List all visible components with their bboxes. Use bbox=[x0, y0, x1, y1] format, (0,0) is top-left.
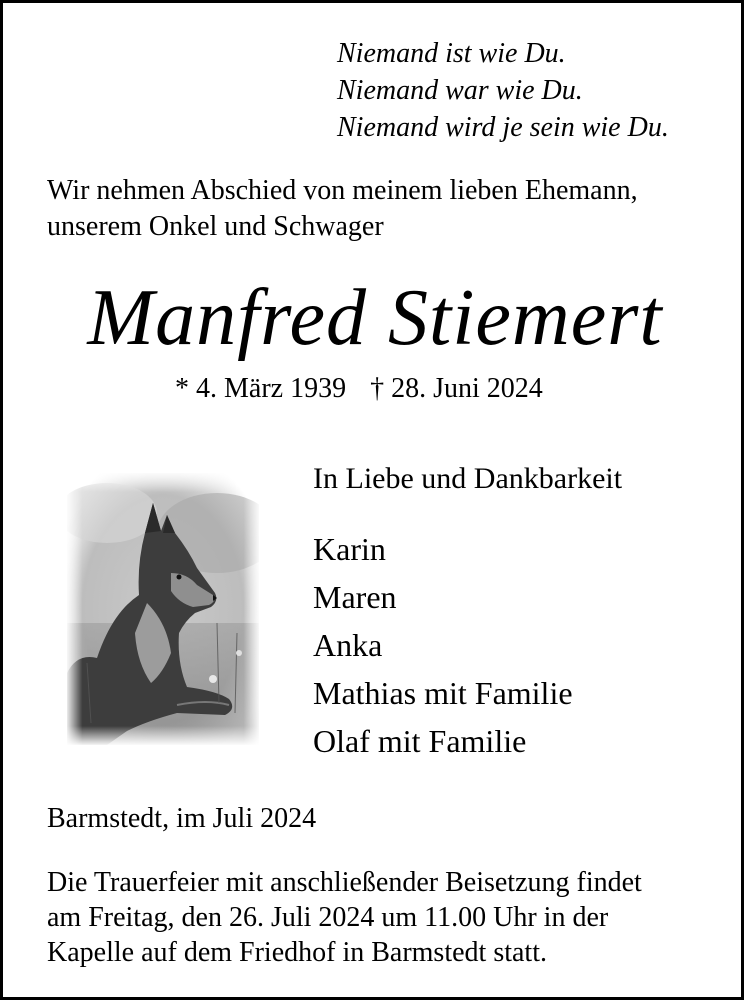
intro-text bbox=[47, 173, 638, 245]
death-date: † 28. Juni 2024 bbox=[370, 373, 543, 404]
service-line: Die Trauerfeier mit anschließender Beisetzung findet bbox=[47, 867, 642, 898]
motto-verse bbox=[337, 35, 669, 146]
shepherd-dog-icon bbox=[67, 473, 259, 745]
motto-line: Niemand war wie Du. bbox=[337, 75, 583, 106]
mourner-name: Anka bbox=[313, 627, 383, 663]
birth-date: * 4. März 1939 bbox=[175, 373, 347, 404]
mourner-name: Maren bbox=[313, 579, 397, 615]
service-line: Kapelle auf dem Friedhof in Barmstedt statt. bbox=[47, 937, 547, 968]
service-line: am Freitag, den 26. Juli 2024 um 11.00 Uhr in der bbox=[47, 902, 609, 933]
funeral-service-info bbox=[47, 865, 642, 970]
mourners-list bbox=[313, 525, 573, 765]
mourner-name: Olaf mit Familie bbox=[313, 723, 527, 759]
mourner-name: Mathias mit Familie bbox=[313, 675, 573, 711]
deceased-name: Manfred Stiemert bbox=[87, 274, 663, 362]
motto-line: Niemand wird je sein wie Du. bbox=[337, 112, 669, 143]
life-dates bbox=[175, 371, 543, 407]
place-and-date: Barmstedt, im Juli 2024 bbox=[47, 803, 317, 834]
dog-photo bbox=[67, 473, 259, 745]
intro-line: Wir nehmen Abschied von meinem lieben Ehemann, bbox=[47, 175, 638, 206]
mourners-heading: In Liebe und Dankbarkeit bbox=[313, 462, 623, 495]
motto-line: Niemand ist wie Du. bbox=[337, 38, 566, 69]
mourner-name: Karin bbox=[313, 531, 386, 567]
intro-line: unserem Onkel und Schwager bbox=[47, 211, 384, 242]
